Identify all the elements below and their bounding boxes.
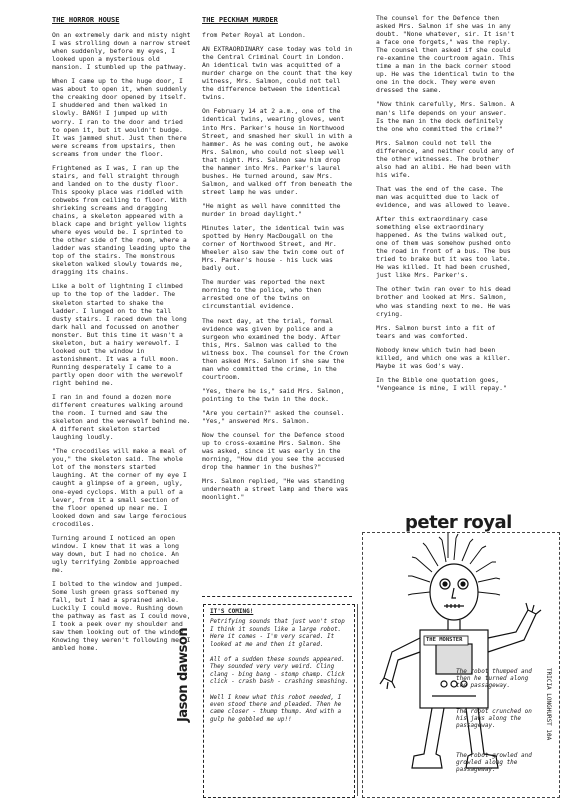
column-rule: [357, 604, 358, 796]
peckham-paragraph: On February 14 at 2 a.m., one of the identical twins, wearing gloves, went into Mrs. Parker's house in Northwood Street, and smashed her skull in with a hammer. As he was coming out, he awoke Mrs. Salmon, who could not sleep well that night. Mrs. Salmon saw him drop the hammer into Mrs. Parker's laurel bushes. He turned around, saw Mrs. Salmon, and walked off from beneath the street lamp he was under.: [202, 107, 353, 196]
coming-stanza: Well I knew what this robot needed, I even stood there and pleaded. Then he came closer - thump thump. And with a gulp he gobbled me up!!: [210, 694, 342, 723]
horror-paragraph: I ran in and found a dozen more different creatures walking around the room. I turned and saw the skeleton and the werewolf behind me. A different skeleton started laughing loudly.: [52, 393, 191, 442]
coming-title: IT'S COMING!: [210, 608, 254, 615]
coming-stanza: All of a sudden these sounds appeared. They sounded very very weird. Cling clang - bing bang - stomp champ. Click click - crash bash - crashing smashing.: [210, 657, 349, 686]
horror-story-column: [52, 14, 192, 658]
peckham-paragraph: After this extraordinary case something else extraordinary happened. As the twins walked out, one of them was somehow pushed onto the road in front of a bus. The bus tried to brake but it was too late. He was killed. It had been crushed, just like Mrs. Parker's.: [376, 215, 511, 280]
peckham-paragraph: The murder was reported the next morning to the police, who then arrested one of the twins on circumstantial evidence.: [202, 278, 326, 311]
robot-caption: The robot crunched on his jaws along the passageway.: [456, 708, 532, 729]
horror-paragraph: "The crocodiles will make a meal of you," the skeleton said. The whole lot of the monsters started laughing. At the corner of my eye I caught a glimpse of a green, ugly, one-eyed cyclops. With a pull of a lever, from it a small section of the floor opened up near me. I looked down and saw large ferocious crocodiles.: [52, 447, 187, 528]
peckham-paragraph: Mrs. Salmon replied, "He was standing underneath a street lamp and there was moonlight.": [202, 477, 349, 502]
peckham-continued-column: [376, 14, 516, 398]
horror-paragraph: Turning around I noticed an open window. I knew that it was a long way down, but I had no choice. An ugly terrifying Zombie approached me.: [52, 533, 179, 574]
peckham-paragraph: AN EXTRAORDINARY case today was told in the Central Criminal Court in London. An identical twin was acquitted of a murder charge on the count that the key witness, Mrs. Salmon, could not tell the difference between the identical twins.: [202, 45, 353, 102]
robot-caption: The robot growled and growled along the passageway.: [456, 752, 532, 773]
peckham-paragraph: The other twin ran over to his dead brother and looked at Mrs. Salmon, who was standing next to me. He was crying.: [376, 285, 511, 318]
robot-leg-left: [412, 708, 444, 768]
peckham-paragraph: Now the counsel for the Defence stood up to cross-examine Mrs. Salmon. She was asked, since it was early in the morning, "How did you see the accused drop the hammer in the bushes?": [202, 431, 345, 472]
robot-caption: The robot thumped and then he turned along the passageway.: [456, 668, 532, 689]
peckham-paragraph: Minutes later, the identical twin was spotted by Henry MacDougall on the corner of Northwood Street, and Mr. Wheeler also saw the twin come out of Mrs. Parker's house - his luck was badly out.: [202, 224, 345, 273]
peckham-paragraph: Mrs. Salmon could not tell the difference, and neither could any of the other witnesses. The brother also had an alibi. He had been with his wife.: [376, 138, 515, 179]
peckham-paragraph: from Peter Royal at London.: [202, 31, 306, 40]
section-divider: [202, 596, 352, 598]
robot-label: THE MONSTER: [426, 637, 463, 643]
robot-arm-right: [488, 610, 536, 652]
robot-arm-left: [384, 638, 420, 682]
peckham-paragraph: In the Bible one quotation goes, "Vengeance is mine, I will repay.": [376, 375, 507, 392]
peckham-paragraph: The next day, at the trial, formal evidence was given by police and a surgeon who examined the body. After this, Mrs. Salmon was called to the witness box. The counsel for the Crown then asked Mrs. Salmon if she saw the man who committed the crime, in the courtroom.: [202, 316, 349, 381]
horror-paragraph: On an extremely dark and misty night I was strolling down a narrow street when suddenly, before my eyes, I looked upon a mysterious old mansion. I stumbled up the pathway.: [52, 31, 191, 72]
robot-head: [430, 564, 478, 620]
peckham-title: THE PECKHAM MURDER: [202, 16, 278, 24]
peckham-paragraph: Mrs. Salmon burst into a fit of tears and was comforted.: [376, 323, 496, 340]
peckham-paragraph: "Now think carefully, Mrs. Salmon. A man's life depends on your answer. Is the man in the dock definitely the one who committed the crime?": [376, 100, 515, 133]
peckham-paragraph: Nobody knew which twin had been killed, and which one was a killer. Maybe it was God's way.: [376, 345, 511, 370]
peckham-paragraph: "Yes, there he is," said Mrs. Salmon, pointing to the twin in the dock.: [202, 386, 345, 403]
peckham-paragraph: "He might as well have committed the murder in broad daylight.": [202, 201, 341, 218]
horror-paragraph: I bolted to the window and jumped. Some lush green grass softened my fall, but I had a sprained ankle. Luckily I could move. Rushing down the pathway as fast as I could move, I took a peek over my shoulder and saw them looking out of the window. Knowing they weren't following me, I ambled home.: [52, 580, 191, 653]
horror-paragraph: Like a bolt of lightning I climbed up to the top of the ladder. The skeleton started to shake the ladder. I lunged on to the tall dusty stairs. I raced down the long dark hall and focussed on another monster. But this time it wasn't a skeleton, but a hairy werewolf. I looked out the window in astonishment. It was a full moon. Running desperately I came to a partly open door with the werewolf right behind me.: [52, 282, 187, 387]
peckham-paragraph: That was the end of the case. The man was acquitted due to lack of evidence, and was allowed to leave.: [376, 184, 511, 209]
horror-title: THE HORROR HOUSE: [52, 16, 120, 24]
peckham-author: peter royal: [405, 512, 512, 533]
coming-poem: [210, 608, 350, 730]
peckham-paragraph: "Are you certain?" asked the counsel. "Yes," answered Mrs. Salmon.: [202, 408, 345, 426]
peckham-story-column: [202, 14, 354, 507]
horror-paragraph: Frightened as I was, I ran up the stairs, and fell straight through and landed on to the dusty floor. This spooky place was riddled with cobwebs from ceiling to floor. With shrieking screams and dragging chains, a skeleton appeared with a black cape and bright yellow lights where eyes would be. I sprinted to the other side of the room, where a ladder was standing leading upto the top of the stairs. The monstrous skeleton walked slowly towards me, dragging its chains.: [52, 163, 191, 277]
peckham-paragraph: The counsel for the Defence then asked Mrs. Salmon if she was in any doubt. "None whatever, sir. It isn't a face one forgets," was the reply. The counsel then asked if she could re-examine the courtroom again. This time a man in the back corner stood up. He was the identical twin to the one in the dock. They were even dressed the same.: [376, 14, 515, 95]
horror-paragraph: When I came up to the huge door, I was about to open it, when suddenly the creaking door opened by itself. I shuddered and then walked in slowly. BANG! I jumped up with worry. I ran to the door and tried to open it, but it wouldn't budge. It was jammed shut. Just then there were screams from upstairs, then screams from under the floor.: [52, 77, 187, 158]
robot-side-credit: TRICIA LONGHURST 10A: [545, 668, 552, 741]
coming-stanza: Petrifying sounds that just won't stop I think it sounds like a large robot. Here it comes - I'm very scared. It looked at me and then it glared.: [210, 619, 345, 648]
horror-byline: Jason dawson: [176, 627, 191, 722]
